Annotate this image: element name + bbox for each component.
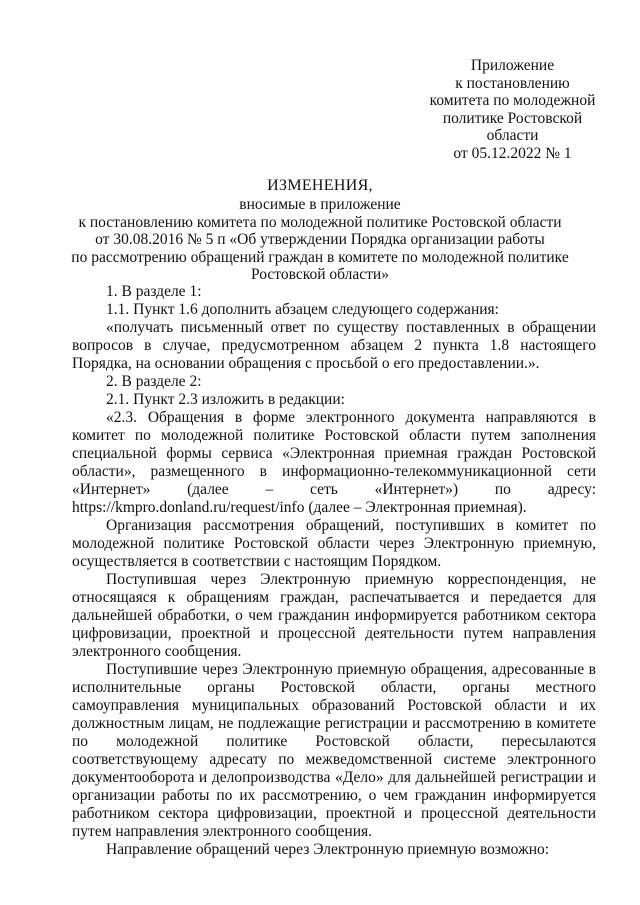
document-heading [60,176,580,284]
paragraph-item-1-1: 1.1. Пункт 1.6 дополнить абзацем следующего содержания: [106,301,499,318]
appendix-line: к постановлению [455,74,570,92]
paragraph-quote-1: «получать письменный ответ по существу поставленных в обращении вопросов в случае, предусмотренном абзацем 2 пункта 1.8 настоящего Порядка, на основании обращения с просьбой о его предоставлении.». [72,319,596,372]
appendix-line: области [486,127,539,145]
heading-line: вносимые в приложение [239,196,401,213]
appendix-line: комитета по молодежной [429,92,596,110]
appendix-line: от 05.12.2022 № 1 [453,144,572,162]
paragraph-direction: Направление обращений через Электронную приемную возможно: [106,841,550,858]
appendix-line: Приложение [470,57,555,74]
paragraph-item-2-3: «2.3. Обращения в форме электронного документа направляются в комитет по молодежной политике Ростовской области путем заполнения специальной формы сервиса «Электронная приемная граждан Ростовской области», размещенного в информационно-телекоммуникационной сети «Интернет» (далее – сеть «Интернет») по адресу: https://kmpro.donland.ru/request/info (далее – Электронная приемная). [72,409,596,516]
paragraph-section-1: 1. В разделе 1: [106,283,202,300]
appendix-block [420,57,605,163]
heading-line: по рассмотрению обращений граждан в комитете по молодежной политике [71,248,569,266]
heading-line: к постановлению комитета по молодежной политике Ростовской области [78,213,562,231]
document-body [72,283,596,859]
heading-line: Ростовской области» [251,266,389,284]
paragraph-forwarding: Поступившие через Электронную приемную обращения, адресованные в исполнительные органы Ростовской области, органы местного самоуправления муниципальных образований Ростовской области и их должностным лицам, не подлежащие регистрации и рассмотрению в комитете по молодежной политике Ростовской области, пересылаются соответствующему адресату по межведомственной системе электронного документооборота и делопроизводства «Дело» для дальнейшей регистрации и организации работы по их рассмотрению, о чем гражданин информируется работником сектора цифровизации, проектной и процессной деятельности путем направления электронного сообщения. [72,661,596,840]
paragraph-section-2: 2. В разделе 2: [106,373,202,390]
heading-line: от 30.08.2016 № 5 п «Об утверждении Порядка организации работы [95,231,545,249]
paragraph-correspondence: Поступившая через Электронную приемную корреспонденция, не относящаяся к обращениям граждан, распечатывается и передается для дальнейшей обработки, о чем гражданин информируется работником сектора цифровизации, проектной и процессной деятельности путем направления электронного сообщения. [72,571,596,660]
paragraph-item-2-1: 2.1. Пункт 2.3 изложить в редакции: [106,391,345,408]
document-title: ИЗМЕНЕНИЯ, [267,177,373,194]
paragraph-organization: Организация рассмотрения обращений, поступивших в комитет по молодежной политике Ростовской области через Электронную приемную, осуществляется в соответствии с настоящим Порядком. [72,517,596,570]
appendix-line: политике Ростовской [442,109,583,127]
